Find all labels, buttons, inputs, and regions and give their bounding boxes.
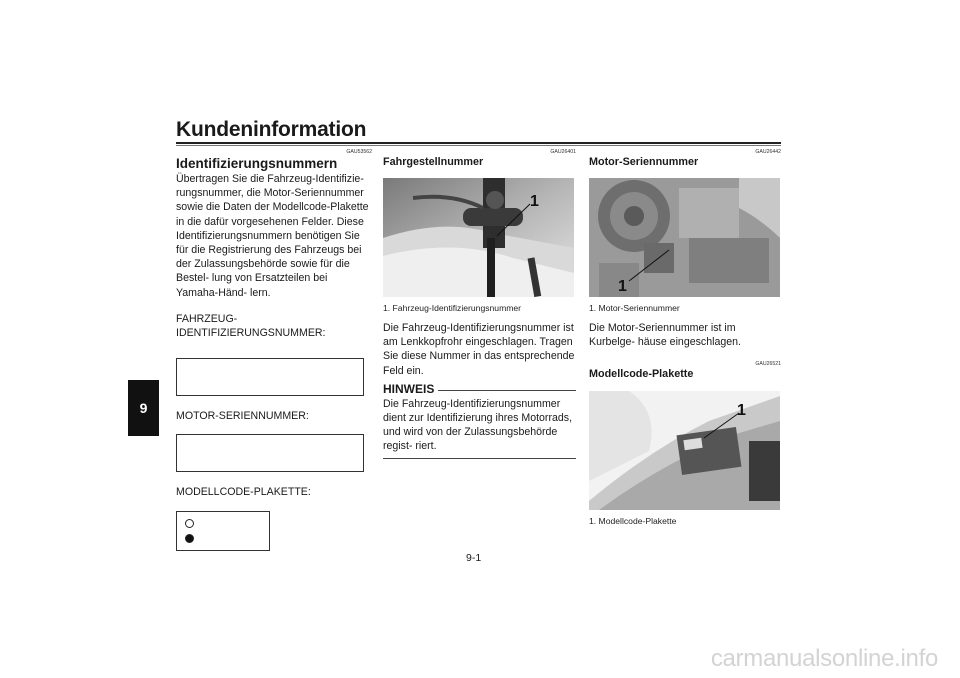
section-code: GAU53562 xyxy=(346,149,372,155)
note-body: Die Fahrzeug-Identifizierungsnummer dient zur Identifizierung ihres Motorrads, und wird von der Zulassungsbehörde regist- riert. xyxy=(383,397,573,453)
filled-circle-icon xyxy=(185,534,194,543)
crankcase-illustration xyxy=(589,178,780,297)
column-identification xyxy=(176,148,372,551)
engine-label: MOTOR-SERIENNUMMER: xyxy=(176,410,309,423)
note-end-rule xyxy=(383,458,576,459)
vin-label: FAHRZEUG-IDENTIFIZIERUNGSNUMMER: xyxy=(176,312,326,340)
section-heading: Fahrgestellnummer xyxy=(383,156,484,168)
section-code: GAU26442 xyxy=(755,149,781,155)
column-engine-number xyxy=(589,148,781,527)
chapter-title: Kundeninformation xyxy=(176,118,367,141)
section-code: GAU26401 xyxy=(550,149,576,155)
callout-number: 1 xyxy=(530,193,539,210)
note-header xyxy=(383,382,576,396)
empty-circle-icon xyxy=(185,519,194,528)
callout-number: 1 xyxy=(618,278,627,295)
section-heading: Identifizierungsnummern xyxy=(176,156,338,171)
column-frame-number xyxy=(383,148,576,459)
seat-area-illustration xyxy=(589,391,780,510)
model-label: MODELLCODE-PLAKETTE: xyxy=(176,486,311,499)
note-rule xyxy=(438,390,576,391)
section-body: Die Motor-Seriennummer ist im Kurbelge- häuse eingeschlagen. xyxy=(589,322,741,349)
frame-number-photo xyxy=(383,178,574,297)
photo-caption: 1. Fahrzeug-Identifizierungsnummer xyxy=(383,303,522,313)
vin-field[interactable] xyxy=(176,358,364,396)
section-heading: Modellcode-Plakette xyxy=(589,368,694,381)
note-title: HINWEIS xyxy=(383,381,435,396)
title-rule-thin xyxy=(176,145,781,146)
engine-field[interactable] xyxy=(176,434,364,472)
section-code: GAU26521 xyxy=(755,361,781,368)
model-code-field[interactable] xyxy=(176,511,270,551)
watermark: carmanualsonline.info xyxy=(710,645,938,672)
photo-caption: 1. Modellcode-Plakette xyxy=(589,516,677,527)
photo-caption: 1. Motor-Seriennummer xyxy=(589,303,680,313)
section-heading: Motor-Seriennummer xyxy=(589,156,699,168)
callout-number: 1 xyxy=(737,402,746,420)
chapter-tab: 9 xyxy=(128,380,159,436)
title-rule xyxy=(176,142,781,144)
page-number: 9-1 xyxy=(466,552,482,564)
model-label-photo xyxy=(589,391,780,510)
engine-number-photo xyxy=(589,178,780,297)
section-body: Übertragen Sie die Fahrzeug-Identifizie- rungsnummer, die Motor-Seriennummer sowie die Daten der Modellcode-Plakette in die dafür vorgesehenen Felder. Diese Identifizierungsnummern benötigen Sie für die Registrierung des Fahrzeugs bei der Zulassungsbehörde sowie für die Bestel- lung von Ersatzteilen bei Yamaha-Händ- lern. xyxy=(176,173,369,299)
section-body: Die Fahrzeug-Identifizierungsnummer ist am Lenkkopfrohr eingeschlagen. Tragen Sie diese Nummer in das entsprechende Feld ein. xyxy=(383,322,575,377)
steering-head-illustration xyxy=(383,178,574,297)
